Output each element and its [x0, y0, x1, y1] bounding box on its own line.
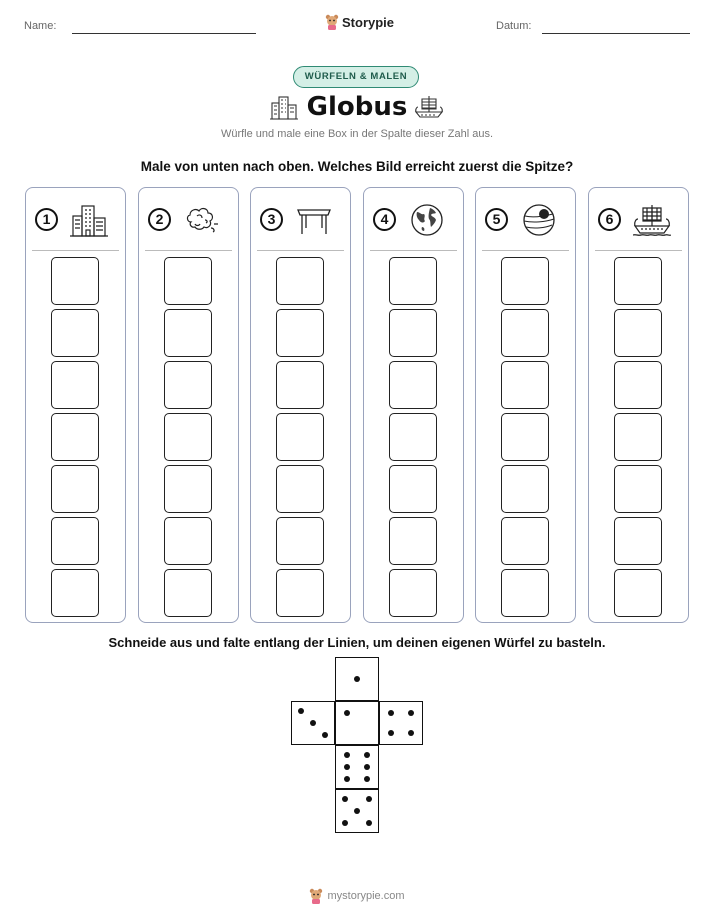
cut-instruction: Schneide aus und falte entlang der Linien, um deinen eigenen Würfel zu basteln. [108, 635, 606, 650]
pip [388, 730, 394, 736]
die-face-lower [335, 745, 379, 789]
color-box[interactable] [164, 309, 212, 357]
footer [0, 888, 714, 904]
pip [408, 730, 414, 736]
color-box[interactable] [164, 569, 212, 617]
color-box[interactable] [614, 361, 662, 409]
subtitle: Würfle und male eine Box in der Spalte dieser Zahl aus. [220, 128, 494, 140]
die-face-center [335, 701, 379, 745]
die-face-top [335, 657, 379, 701]
date-line[interactable] [542, 33, 690, 34]
pip [408, 710, 414, 716]
planet-icon [520, 202, 558, 238]
color-box[interactable] [51, 569, 99, 617]
color-box[interactable] [389, 309, 437, 357]
color-box[interactable] [164, 517, 212, 565]
color-box[interactable] [614, 413, 662, 461]
color-box[interactable] [276, 361, 324, 409]
color-box[interactable] [276, 569, 324, 617]
color-box[interactable] [614, 465, 662, 513]
color-box[interactable] [389, 361, 437, 409]
color-box[interactable] [501, 257, 549, 305]
pip [366, 820, 372, 826]
bear-icon [325, 14, 339, 30]
pip [364, 752, 370, 758]
column-1 [25, 187, 126, 623]
pip [342, 796, 348, 802]
color-box[interactable] [164, 257, 212, 305]
pip [344, 764, 350, 770]
brand-name: Storypie [342, 14, 395, 30]
color-box[interactable] [614, 257, 662, 305]
pip [388, 710, 394, 716]
column-3 [250, 187, 351, 623]
buildings-icon [70, 202, 108, 238]
column-number: 6 [598, 208, 621, 231]
color-box[interactable] [276, 309, 324, 357]
color-box[interactable] [164, 413, 212, 461]
color-box[interactable] [389, 465, 437, 513]
color-box[interactable] [501, 465, 549, 513]
column-4 [363, 187, 464, 623]
title-ship-icon [414, 94, 444, 120]
pip [364, 764, 370, 770]
color-box[interactable] [276, 517, 324, 565]
color-box[interactable] [614, 309, 662, 357]
pip [354, 676, 360, 682]
pip [344, 776, 350, 782]
footer-url[interactable]: mystorypie.com [327, 890, 405, 902]
pip [354, 808, 360, 814]
color-box[interactable] [389, 569, 437, 617]
color-box[interactable] [276, 413, 324, 461]
color-box[interactable] [51, 309, 99, 357]
color-box[interactable] [51, 517, 99, 565]
instruction: Male von unten nach oben. Welches Bild erreicht zuerst die Spitze? [140, 159, 574, 174]
pip [366, 796, 372, 802]
color-box[interactable] [614, 517, 662, 565]
die-face-bottom [335, 789, 379, 833]
pip [298, 708, 304, 714]
column-5 [475, 187, 576, 623]
color-box[interactable] [389, 257, 437, 305]
color-box[interactable] [164, 361, 212, 409]
column-number: 4 [373, 208, 396, 231]
color-box[interactable] [276, 257, 324, 305]
pip [342, 820, 348, 826]
name-label: Name: [24, 20, 57, 32]
die-face-left [291, 701, 335, 745]
die-face-right [379, 701, 423, 745]
color-box[interactable] [501, 361, 549, 409]
color-box[interactable] [501, 309, 549, 357]
column-6 [588, 187, 689, 623]
color-box[interactable] [501, 413, 549, 461]
pip [344, 710, 350, 716]
color-box[interactable] [614, 569, 662, 617]
color-box[interactable] [389, 517, 437, 565]
column-number: 5 [485, 208, 508, 231]
color-box[interactable] [501, 517, 549, 565]
color-box[interactable] [51, 257, 99, 305]
color-box[interactable] [389, 413, 437, 461]
column-number: 2 [148, 208, 171, 231]
column-2 [138, 187, 239, 623]
brand-logo [325, 14, 394, 30]
color-box[interactable] [51, 361, 99, 409]
name-line[interactable] [72, 33, 256, 34]
color-box[interactable] [164, 465, 212, 513]
bear-icon [309, 888, 323, 904]
pip [364, 776, 370, 782]
wind-icon [183, 202, 221, 238]
page-title: Globus [306, 92, 408, 122]
category-tag: WÜRFELN & MALEN [293, 66, 419, 88]
color-box[interactable] [51, 465, 99, 513]
date-label: Datum: [496, 20, 532, 32]
color-box[interactable] [276, 465, 324, 513]
pip [322, 732, 328, 738]
column-number: 3 [260, 208, 283, 231]
globe-icon [408, 202, 446, 238]
table-icon [295, 202, 333, 238]
pip [344, 752, 350, 758]
color-box[interactable] [501, 569, 549, 617]
pip [310, 720, 316, 726]
column-number: 1 [35, 208, 58, 231]
color-box[interactable] [51, 413, 99, 461]
ship-icon [633, 202, 671, 238]
